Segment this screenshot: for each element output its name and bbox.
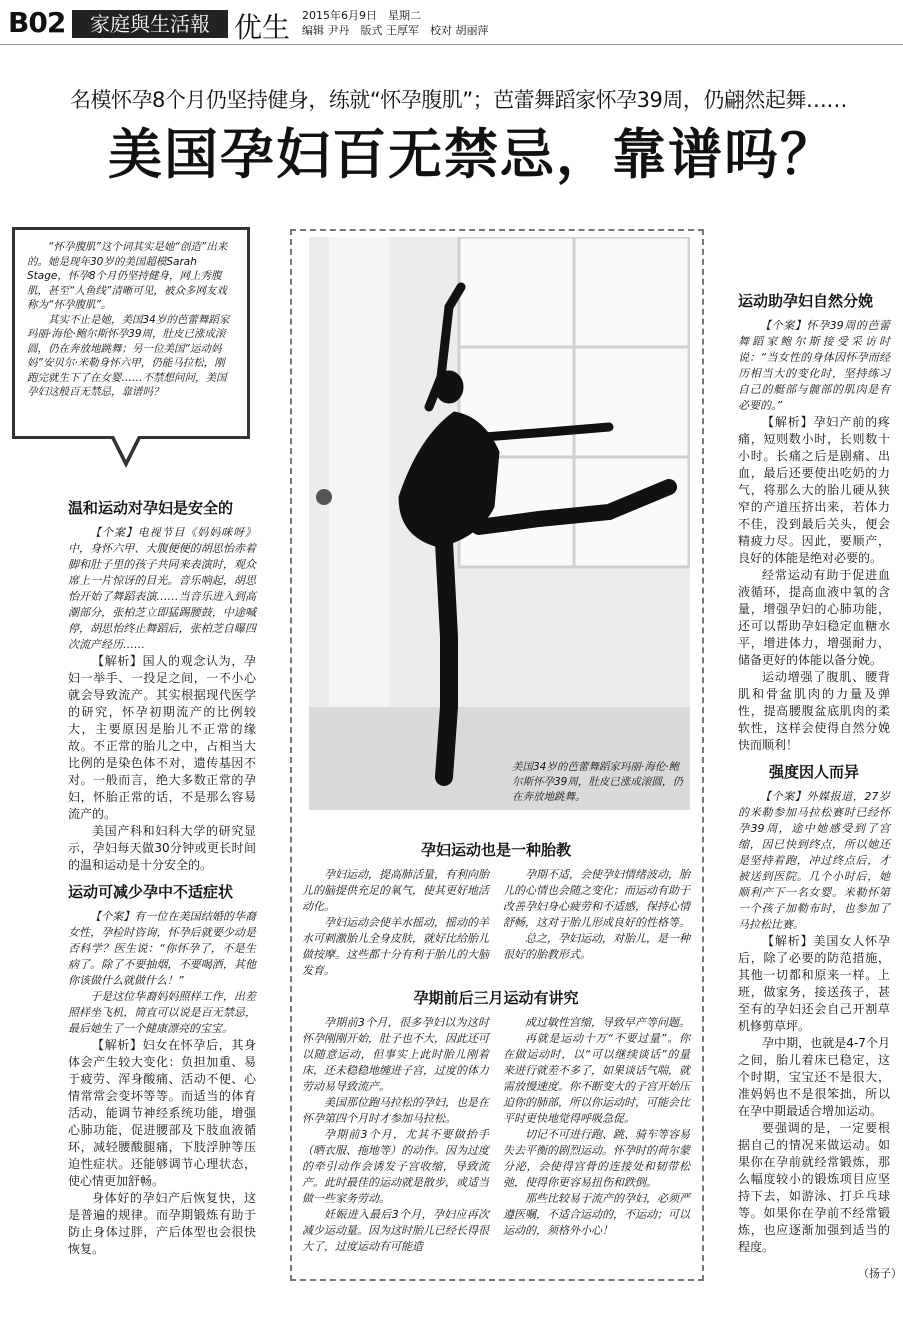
paragraph: 【个案】怀孕39周的芭蕾舞蹈家鲍尔斯接受采访时说：“当女性的身体因怀孕而经历相当大的变化时，坚持练习自己的艇部与髋部的肌肉是有必要的。”	[738, 319, 890, 412]
photo-caption: 美国34岁的芭蕾舞蹈家玛丽·海伦·鲍尔斯怀孕39周，肚皮已涨成滚圆，仍在奔放地跳舞。	[512, 761, 683, 803]
center-section-fetal-education	[302, 842, 690, 979]
text-column	[503, 867, 690, 979]
ballerina-photo	[309, 237, 690, 810]
date-line: 2015年6月9日 星期二	[302, 9, 421, 22]
paragraph: 【个案】电视节目《妈妈咪呀》中，身怀六甲、大腹便便的胡思怡赤着脚和肚子里的孩子共同来表演时，观众席上一片惊讶的目光。音乐响起，胡思怡开始了舞蹈表演……当音乐进入到高潮部分，张柏芝立即猛踢腰鼓，中途喊停，胡思怡终止舞蹈后，张柏芝自曝四次流产经历……	[68, 526, 256, 651]
paragraph: 【个案】外媒报道，27岁的米勒参加马拉松赛时已经怀孕39周，途中她感受到了宫缩，因已快到终点，所以她还是坚持着跑，冲过终点后，才被送到医院。几个小时后，她顺利产下一名女婴。米勒怀第一个孩子加勒布时，也参加了马拉松比赛。	[738, 790, 890, 931]
text-column	[302, 1015, 489, 1255]
paragraph: 总之，孕妇运动，对胎儿，是一种很好的胎教形式。	[503, 932, 690, 961]
paragraph: 【解析】孕妇产前的疼痛，短则数小时，长则数十小时。长痛之后是剧痛、出血，最后还要使出吃奶的力气，将那么大的胎儿硬从狭窄的产道压挤出来，若体力不佳，没到最后关头，便会精疲力尽。因此，要顺产，良好的体能是绝对必要的。	[738, 415, 890, 565]
editors-line: 编辑 尹丹 版式 王厚军 校对 胡丽萍	[302, 24, 489, 37]
paragraph: 【解析】妇女在怀孕后，其身体会产生较大变化：负担加重、易于疲劳、浑身酸痛、活动不便、心情常常会变坏等等。而适当的体育活动，能调节神经系统功能，增强心肺功能，促进腰部及下肢血液循环，减轻腰酸腿痛，下肢浮肿等压迫性症状。还能够调节心理状态，使心情更加舒畅。	[68, 1038, 256, 1188]
article-headline: 美国孕妇百无禁忌，靠谱吗？	[108, 122, 836, 186]
paragraph: 孕期前3个月，很多孕妇以为这时怀孕刚刚开始，肚子也不大，因此还可以随意运动，但事实上此时胎儿刚着床，还未稳稳地缠进子宫，过度的体力劳动易导致流产。	[302, 1016, 489, 1093]
center-section-trimesters	[302, 990, 690, 1255]
paragraph: 美国产科和妇科大学的研究显示，孕妇每天做30分钟或更长时间的温和运动是十分安全的。	[68, 824, 256, 872]
paper-logo: 家庭與生活報	[72, 10, 228, 38]
paragraph: 运动增强了腹肌、腰背肌和骨盆肌肉的力量及弹性，提高腰腹盆底肌肉的柔软性，这样会使得自然分娩快而顺利！	[738, 670, 890, 752]
right-column	[738, 293, 890, 1256]
ballerina-illustration	[309, 237, 690, 810]
speech-bubble-tail-inner	[114, 436, 138, 460]
text-column	[302, 867, 489, 979]
article-deck: 名模怀孕8个月仍坚持健身，练就“怀孕腹肌”；芭蕾舞蹈家怀孕39周，仍翩然起舞……	[70, 88, 847, 112]
section-heading: 强度因人而异	[768, 763, 859, 781]
paragraph: 那些比较易于流产的孕妇，必须严遵医嘱，不适合运动的，不运动；可以运动的，须格外小心！	[503, 1192, 690, 1237]
section-heading: 运动助孕妇自然分娩	[738, 292, 874, 310]
paragraph: 妊娠进入最后3个月，孕妇应再次减少运动量。因为这时胎儿已经长得很大了，过度运动有可能造	[302, 1208, 489, 1253]
paragraph: 孕妇运动，提高肺活量，有利向胎儿的脑提供充足的氧气，使其更好地活动化。	[302, 868, 489, 913]
paragraph: 成过敏性宫缩，导致早产等问题。	[525, 1016, 690, 1029]
paragraph: 【解析】国人的观念认为，孕妇一举手、一投足之间，一不小心就会导致流产。其实根据现代医学的研究，怀孕初期流产的比例较大，主要原因是胎儿不正常的缘故。不正常的胎儿之中，占相当大比例的是染色体不对，遗传基因不对。一般而言，绝大多数正常的孕妇，怀胎正常的话，不是那么容易流产的。	[68, 654, 256, 821]
paragraph: 切记不可进行跑、跳、骑车等容易失去平衡的剧烈运动。怀孕时的荷尔蒙分泌，会使得宫骨的连接处和韧带松弛，使得你更容易扭伤和跌倒。	[503, 1128, 690, 1189]
header-rule	[0, 44, 903, 45]
paragraph: 经常运动有助于促进血液循环，提高血液中氧的含量，增强孕妇的心肺功能，还可以帮助孕妇稳定血糖水平，增进体力，增强耐力，储备更好的体能以备分娩。	[738, 568, 890, 667]
section-heading: 孕期前后三月运动有讲究	[413, 989, 579, 1007]
paragraph: 再就是运动十万“不要过量”。你在做运动时，以“可以继续谈话”的量来进行就差不多了，如果谈话气喘，就需放慢速度。你不断变大的子宫开始压迫你的肺部，所以你运动时，可能会比平时更快地觉得呼吸急促。	[503, 1032, 690, 1125]
left-column	[68, 500, 256, 1258]
paragraph: 于是这位华裔妈妈照样工作，出差照样坐飞机，简直可以说是百无禁忌，最后她生了一个健康漂亮的宝宝。	[68, 990, 256, 1035]
paragraph: 身体好的孕妇产后恢复快，这是普遍的规律。而孕期锻炼有助于防止身体过胖，产后体型也会很快恢复。	[68, 1191, 256, 1256]
paragraph: 【个案】有一位在美国结婚的华裔女性，孕检时咨询，怀孕后就要少动是否科学？医生说：“你怀孕了，不是生病了。除了不要抽烟，不要喝酒，其他你该做什么就做什么！”	[68, 910, 256, 987]
paragraph: 孕中期，也就是4-7个月之间，胎儿着床已稳定，这个时期，宝宝还不是很大，准妈妈也不是很笨拙，所以在孕中期最适合增加运动。	[738, 1036, 890, 1118]
text-column	[503, 1015, 690, 1255]
intro-paragraph: “怀孕腹肌”这个词其实是她“创造”出来的。她是现年30岁的美国超模Sarah Stage，怀孕8个月仍坚持健身，网上秀腹肌，甚至“人鱼线”清晰可见，被众多网友戏称为“怀孕腹肌”。	[27, 241, 228, 311]
section-heading: 温和运动对孕妇是安全的	[68, 499, 234, 517]
intro-paragraph: 其实不止是她，美国34岁的芭蕾舞蹈家玛丽·海伦·鲍尔斯怀孕39周，肚皮已涨成滚圆，仍在奔放地跳舞；另一位美国“运动妈妈”安贝尔·米勒身怀六甲，仍能马拉松，刚跑完就生下了在女婴……不禁想问问，美国孕妇这般百无禁忌，靠谱吗？	[27, 313, 230, 398]
issue-meta	[302, 8, 489, 38]
section-heading: 孕妇运动也是一种胎教	[420, 841, 571, 859]
page-number: B02	[8, 6, 66, 39]
paragraph: 孕期前3个月，尤其不要做抬手（晒衣服、拖地等）的动作。因为过度的牵引动作会诱发子宫收缩，导致流产。此时最佳的运动就是散步，或适当做一些家务劳动。	[302, 1128, 489, 1205]
paragraph: 【解析】美国女人怀孕后，除了必要的防范措施，其他一切都和原来一样。上班，做家务，接送孩子，甚至有的孕妇还会自己开割草机修剪草坪。	[738, 934, 890, 1033]
paragraph: 孕期不适，会使孕妇情绪波动，胎儿的心情也会随之变化；而运动有助于改善孕妇身心疲劳和不适感，保持心情舒畅，这对于胎儿形成良好的性格等。	[503, 868, 690, 929]
byline: （扬子）	[858, 1267, 902, 1280]
paragraph: 孕妇运动会使羊水摇动，摇动的羊水可刺激胎儿全身皮肤，就好比给胎儿做按摩。这些都十分有利于胎儿的大脑发育。	[302, 916, 489, 977]
paragraph: 美国那位跑马拉松的孕妇，也是在怀孕第四个月时才参加马拉松。	[302, 1096, 489, 1125]
section-name: 优生	[234, 11, 291, 44]
section-heading: 运动可减少孕中不适症状	[68, 883, 234, 901]
intro-box	[12, 227, 250, 439]
paragraph: 要强调的是，一定要根据自己的情况来做运动。如果你在孕前就经常锻炼，那么幅度较小的锻炼项目应坚持下去，如游泳、打乒乓球等。如果你在孕前不经常锻炼，也应逐渐加强到适当的程度。	[738, 1121, 890, 1254]
